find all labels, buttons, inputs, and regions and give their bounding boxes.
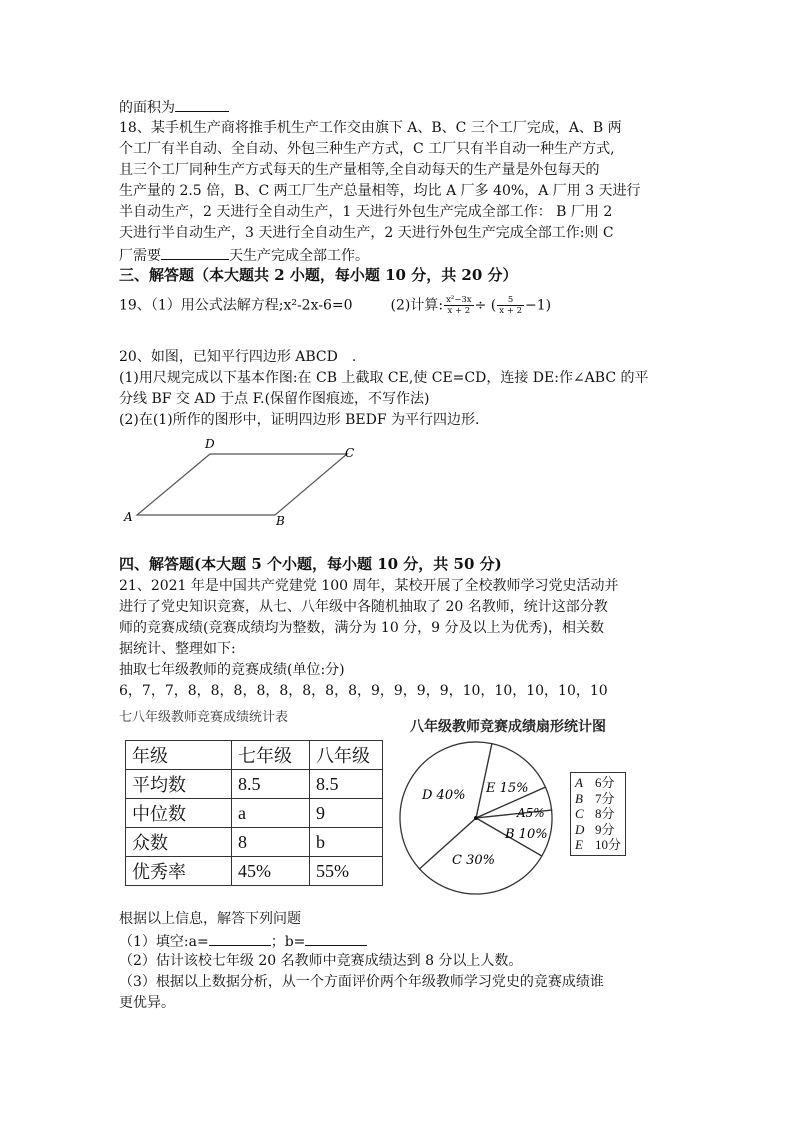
table-row — [126, 828, 383, 857]
pie-label-c: C 30% — [452, 853, 495, 868]
table-cell: 9 — [310, 799, 383, 828]
section-heading-3: 三、解答题（本大题共 2 小题，每小题 10 分，共 20 分） — [119, 266, 518, 284]
vertex-label-c: C — [345, 446, 355, 460]
text-line: （3）根据以上数据分析，从一个方面评价两个年级教师学习党史的竞赛成绩谁 — [119, 974, 604, 990]
q21-line: 抽取七年级教师的竞赛成绩(单位:分) — [119, 662, 345, 678]
q18-line: 生产量的 2.5 倍，B、C 两工厂生产总量相等，均比 A 厂多 40%，A 厂用 3 天进行 — [119, 183, 641, 199]
table-cell: 优秀率 — [126, 857, 232, 886]
q21-line: 进行了党史知识竞赛，从七、八年级中各随机抽取了 20 名教师，统计这部分教 — [119, 599, 608, 615]
fraction: $\frac{\text{x²−3x}}{x + 2}$ — [446, 295, 472, 316]
table-cell: b — [310, 828, 383, 857]
table-header-row — [126, 741, 383, 770]
table-cell: a — [232, 799, 310, 828]
table-cell: 45% — [232, 857, 310, 886]
stats-table — [125, 740, 383, 886]
pie-label-b: B 10% — [505, 827, 548, 842]
pie-label-a: A5% — [517, 806, 545, 820]
table-cell: 众数 — [126, 828, 232, 857]
q20-line: 分线 BF 交 AD 于点 F.(保留作图痕迹，不写作法) — [119, 391, 430, 407]
q20-line: (1)用尺规完成以下基本作图:在 CB 上截取 CE,使 CE=CD，连接 DE:作∠ABC 的平 — [119, 370, 649, 386]
table-cell: 平均数 — [126, 770, 232, 799]
q18-line: 天进行半自动生产，3 天进行全自动生产，2 天进行外包生产完成全部工作:则 C — [119, 225, 614, 241]
pie-title: 八年级教师竞赛成绩扇形统计图 — [410, 719, 606, 735]
vertex-label-b: B — [276, 514, 285, 528]
legend-item: A 6分 — [575, 775, 615, 790]
q20-line: 20、如图，已知平行四边形 ABCD . — [119, 349, 357, 365]
text-line: 根据以上信息，解答下列问题 — [119, 911, 301, 927]
q19-line: 19、（1）用公式法解方程;x²-2x-6=0 (2)计算: $\frac{\text{x²−3x}}{x + 2}$ ÷ ( $\frac{5}{x + 2}$ −1) — [119, 295, 552, 316]
legend-item: E 10分 — [575, 837, 622, 852]
table-cell: 8.5 — [232, 770, 310, 799]
parallelogram-figure — [120, 435, 370, 530]
table-cell: 年级 — [126, 741, 232, 770]
q18-line: 个工厂有半自动、全自动、外包三种生产方式，C 工厂只有半自动一种生产方式, — [119, 141, 615, 157]
vertex-label-d: D — [205, 437, 215, 451]
parallelogram-shape — [137, 454, 347, 515]
pie-chart — [395, 740, 555, 900]
q21-line: 师的竞赛成绩(竞赛成绩均为整数，满分为 10 分，9 分及以上为优秀)，相关数 — [119, 620, 604, 636]
answer-blank — [161, 244, 229, 260]
answer-blank-a — [209, 930, 271, 946]
q18-line: 半自动生产，2 天进行全自动生产，1 天进行外包生产完成全部工作： B 厂用 2 — [119, 204, 613, 220]
table-cell: 八年级 — [310, 741, 383, 770]
table-cell: 中位数 — [126, 799, 232, 828]
q21-line: 据统计、整理如下: — [119, 641, 236, 657]
vertex-label-a: A — [124, 510, 133, 524]
section-heading-4: 四、解答题(本大题 5 个小题，每小题 10 分，共 50 分) — [119, 555, 502, 573]
q18-line: 18、某手机生产商将推手机生产工作交由旗下 A、B、C 三个工厂完成，A、B 两 — [119, 120, 622, 136]
table-row — [126, 857, 383, 886]
pie-label-e: E 15% — [486, 781, 529, 796]
table-cell: 55% — [310, 857, 383, 886]
table-row — [126, 799, 383, 828]
text-line: 更优异。 — [119, 995, 175, 1011]
table-row — [126, 770, 383, 799]
text-line: （2）估计该校七年级 20 名教师中竞赛成绩达到 8 分以上人数。 — [119, 953, 523, 969]
fill-line: （1）填空:a= ；b= — [119, 930, 367, 952]
pie-center-dot — [474, 816, 478, 820]
legend-item: D 9分 — [575, 821, 615, 837]
answer-blank-b — [305, 930, 367, 946]
table-cell: 8 — [232, 828, 310, 857]
answer-blank — [175, 96, 229, 112]
table-cell: 8.5 — [310, 770, 383, 799]
table-caption: 七八年级教师竞赛成绩统计表 — [119, 710, 289, 725]
fraction: $\frac{5}{x + 2}$ — [499, 295, 522, 316]
q21-scores: 6，7，7，8，8，8，8，8，8，8，8，9，9，9，9，10，10，10，10，10 — [119, 683, 608, 699]
q20-line: (2)在(1)所作的图形中，证明四边形 BEDF 为平行四边形. — [119, 412, 480, 428]
q18-line: 且三个工厂同种生产方式每天的生产量相等,全自动每天的生产量是外包每天的 — [119, 162, 600, 178]
q21-line: 21、2021 年是中国共产党建党 100 周年，某校开展了全校教师学习党史活动并 — [119, 578, 619, 594]
table-cell: 七年级 — [232, 741, 310, 770]
legend-item: C 8分 — [575, 806, 615, 821]
text-line: 的面积为 — [119, 96, 229, 118]
legend-item: B 7分 — [575, 790, 615, 806]
q18-line: 厂需要 天生产完成全部工作。 — [119, 244, 369, 266]
pie-label-d: D 40% — [422, 788, 466, 803]
pie-legend — [570, 772, 626, 856]
